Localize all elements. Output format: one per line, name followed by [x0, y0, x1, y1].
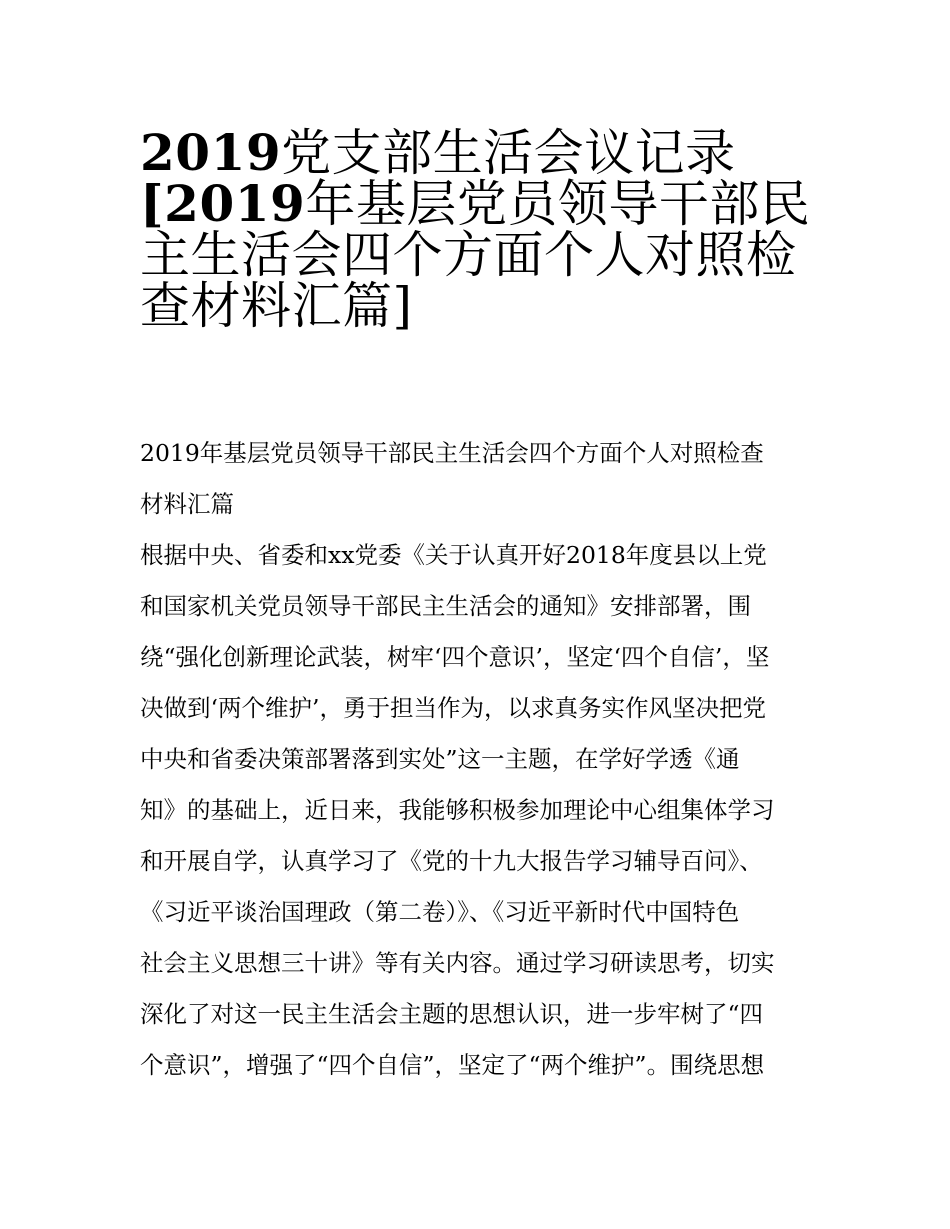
title-line-1: [140, 114, 820, 182]
body-line: 绕“强化创新理论武装，树牢‘四个意识’，坚定‘四个自信’，坚: [140, 643, 770, 671]
title-line-4-text: 查材料汇篇]: [140, 277, 413, 335]
body-line: 材料汇篇: [140, 490, 234, 518]
body-line: 中央和省委决策部署落到实处”这一主题，在学好学透《通: [140, 745, 740, 773]
body-line: 根据中央、省委和xx党委《关于认真开好2018年度县以上党: [140, 541, 767, 569]
body-line: 知》的基础上，近日来，我能够积极参加理论中心组集体学习: [140, 796, 775, 824]
title-line-2-number: [2019: [140, 174, 306, 233]
body-line: 决做到‘两个维护’，勇于担当作为，以求真务实作风坚决把党: [140, 694, 766, 722]
body-line: 2019年基层党员领导干部民主生活会四个方面个人对照检查: [140, 439, 764, 467]
title-line-2: [140, 165, 820, 233]
document-title: [140, 114, 820, 335]
body-line: 《习近平谈治国理政（第二卷）》、《习近平新时代中国特色: [140, 898, 740, 926]
title-line-1-text: 党支部生活会议记录: [281, 124, 736, 182]
body-line: 和开展自学，认真学习了《党的十九大报告学习辅导百问》、: [140, 847, 763, 875]
body-line: 深化了对这一民主生活会主题的思想认识，进一步牢树了“四: [140, 1000, 764, 1028]
document-body: [140, 428, 820, 1091]
title-line-2-text: 年基层党员领导干部民: [305, 175, 811, 233]
title-line-3: [140, 216, 820, 284]
body-line: 个意识”，增强了“四个自信”，坚定了“两个维护”。围绕思想: [140, 1051, 765, 1079]
body-line: 社会主义思想三十讲》等有关内容。通过学习研读思考，切实: [140, 949, 775, 977]
title-line-1-number: 2019: [140, 123, 282, 182]
body-line: 和国家机关党员领导干部民主生活会的通知》安排部署，围: [140, 592, 751, 620]
title-line-3-text: 主生活会四个方面个人对照检: [140, 226, 797, 284]
